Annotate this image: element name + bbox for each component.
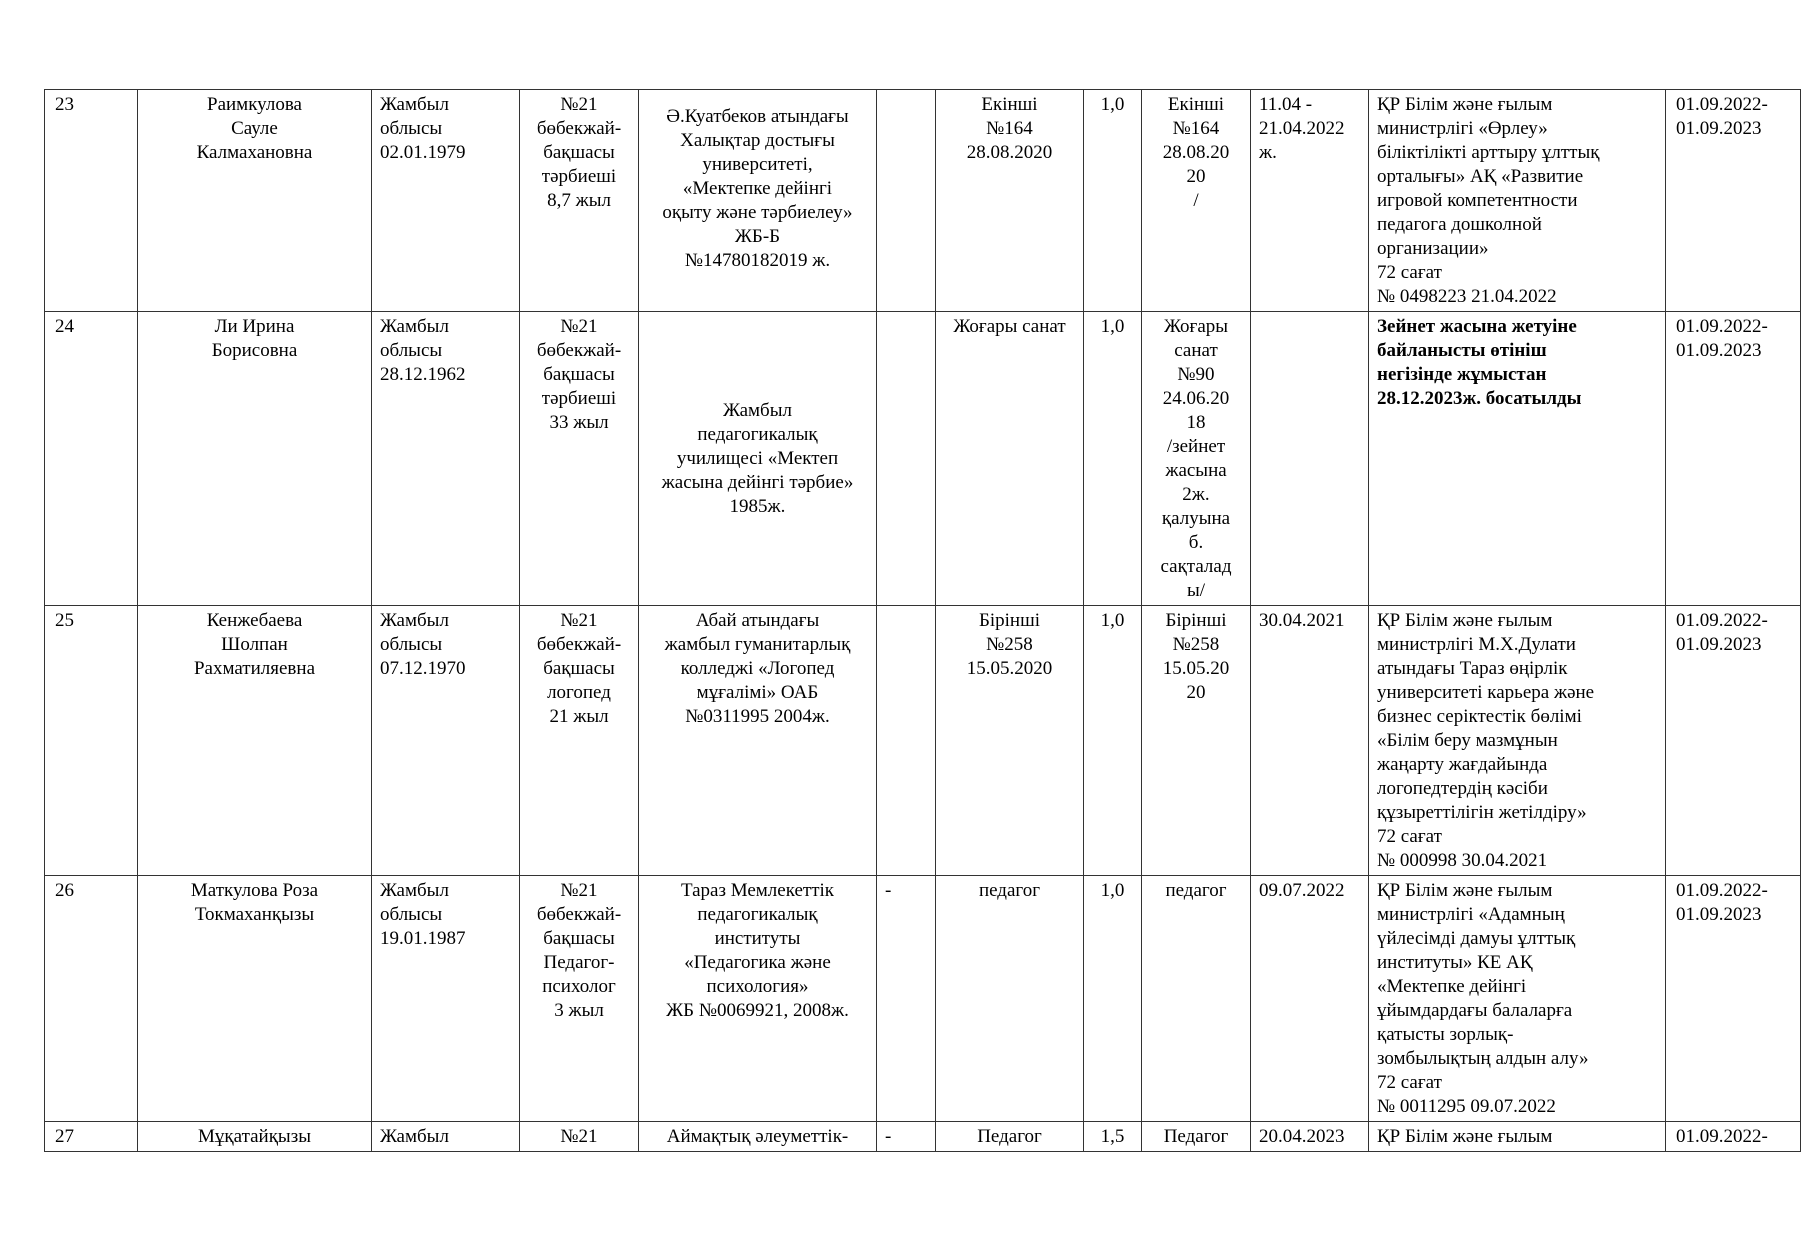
- qualification-category: Бірінші №258 15.05.20 20: [1142, 606, 1251, 876]
- education-info: Жамбыл педагогикалық училищесі «Мектеп жасына дейінгі тәрбие» 1985ж.: [639, 312, 877, 606]
- table-row: [45, 606, 1801, 876]
- course-date: [1251, 312, 1369, 606]
- qualification-category: Екінші №164 28.08.20 20 /: [1142, 90, 1251, 312]
- course-date: 20.04.2023: [1251, 1122, 1369, 1152]
- full-name: Раимкулова Сауле Калмахановна: [138, 90, 372, 312]
- extra-cell: [877, 606, 936, 876]
- position-info: №21 бөбекжай- бақшасы тәрбиеші 33 жыл: [520, 312, 639, 606]
- qualification-category: Жоғары санат №90 24.06.20 18 /зейнет жасына 2ж. қалуына б. сақталад ы/: [1142, 312, 1251, 606]
- table-row: [45, 876, 1801, 1122]
- previous-category: Бірінші №258 15.05.2020: [936, 606, 1084, 876]
- extra-cell: [877, 312, 936, 606]
- position-info: №21 бөбекжай- бақшасы логопед 21 жыл: [520, 606, 639, 876]
- position-info: №21 бөбекжай- бақшасы тәрбиеші 8,7 жыл: [520, 90, 639, 312]
- course-details: ҚР Білім және ғылым: [1369, 1122, 1666, 1152]
- course-date: 11.04 - 21.04.2022 ж.: [1251, 90, 1369, 312]
- work-rate: 1,5: [1084, 1122, 1142, 1152]
- previous-category: Педагог: [936, 1122, 1084, 1152]
- row-number: 27: [45, 1122, 138, 1152]
- education-info: Ә.Куатбеков атындағы Халықтар достығы университеті, «Мектепке дейінгі оқыту және тәрбиелеу» ЖБ-Б №14780182019 ж.: [639, 90, 877, 312]
- table-row: [45, 312, 1801, 606]
- work-rate: 1,0: [1084, 90, 1142, 312]
- education-info: Тараз Мемлекеттік педагогикалық институты «Педагогика және психология» ЖБ №0069921, 2008ж.: [639, 876, 877, 1122]
- birth-info: Жамбыл: [372, 1122, 520, 1152]
- full-name: Ли Ирина Борисовна: [138, 312, 372, 606]
- course-details: ҚР Білім және ғылым министрлігі «Адамның үйлесімді дамуы ұлттық институты» КЕ АҚ «Мектепке дейінгі ұйымдардағы балаларға қатысты зорлық- зомбылықтың алдын алу» 72 сағат № 0011295 09.07.2022: [1369, 876, 1666, 1122]
- birth-info: Жамбыл облысы 07.12.1970: [372, 606, 520, 876]
- full-name: Мұқатайқызы: [138, 1122, 372, 1152]
- work-rate: 1,0: [1084, 606, 1142, 876]
- course-date: 30.04.2021: [1251, 606, 1369, 876]
- previous-category: педагог: [936, 876, 1084, 1122]
- education-info: Абай атындағы жамбыл гуманитарлық колледжі «Логопед мұғалімі» ОАБ №0311995 2004ж.: [639, 606, 877, 876]
- staff-table: [44, 89, 1801, 1152]
- birth-info: Жамбыл облысы 02.01.1979: [372, 90, 520, 312]
- course-details: ҚР Білім және ғылым министрлігі «Өрлеу» біліктілікті арттыру ұлттық орталығы» АҚ «Развитие игровой компетентности педагога дошколной организации» 72 сағат № 0498223 21.04.2022: [1369, 90, 1666, 312]
- extra-cell: -: [877, 1122, 936, 1152]
- period: 01.09.2022-: [1666, 1122, 1801, 1152]
- period: 01.09.2022- 01.09.2023: [1666, 876, 1801, 1122]
- work-rate: 1,0: [1084, 312, 1142, 606]
- row-number: 24: [45, 312, 138, 606]
- education-info: Аймақтық әлеуметтік-: [639, 1122, 877, 1152]
- table-row: [45, 1122, 1801, 1152]
- extra-cell: -: [877, 876, 936, 1122]
- full-name: Кенжебаева Шолпан Рахматиляевна: [138, 606, 372, 876]
- position-info: №21 бөбекжай- бақшасы Педагог- психолог 3 жыл: [520, 876, 639, 1122]
- table-row: [45, 90, 1801, 312]
- birth-info: Жамбыл облысы 19.01.1987: [372, 876, 520, 1122]
- row-number: 23: [45, 90, 138, 312]
- position-info: №21: [520, 1122, 639, 1152]
- previous-category: Жоғары санат: [936, 312, 1084, 606]
- extra-cell: [877, 90, 936, 312]
- course-date: 09.07.2022: [1251, 876, 1369, 1122]
- period: 01.09.2022- 01.09.2023: [1666, 90, 1801, 312]
- period: 01.09.2022- 01.09.2023: [1666, 312, 1801, 606]
- course-details: Зейнет жасына жетуіне байланысты өтініш негізінде жұмыстан 28.12.2023ж. босатылды: [1369, 312, 1666, 606]
- full-name: Маткулова Роза Токмаханқызы: [138, 876, 372, 1122]
- row-number: 25: [45, 606, 138, 876]
- row-number: 26: [45, 876, 138, 1122]
- qualification-category: педагог: [1142, 876, 1251, 1122]
- previous-category: Екінші №164 28.08.2020: [936, 90, 1084, 312]
- qualification-category: Педагог: [1142, 1122, 1251, 1152]
- course-details: ҚР Білім және ғылым министрлігі М.Х.Дулати атындағы Тараз өңірлік университеті карьера және бизнес серіктестік бөлімі «Білім беру мазмұнын жаңарту жағдайында логопедтердің кәсіби құзыреттілігін жетілдіру» 72 сағат № 000998 30.04.2021: [1369, 606, 1666, 876]
- work-rate: 1,0: [1084, 876, 1142, 1122]
- period: 01.09.2022- 01.09.2023: [1666, 606, 1801, 876]
- birth-info: Жамбыл облысы 28.12.1962: [372, 312, 520, 606]
